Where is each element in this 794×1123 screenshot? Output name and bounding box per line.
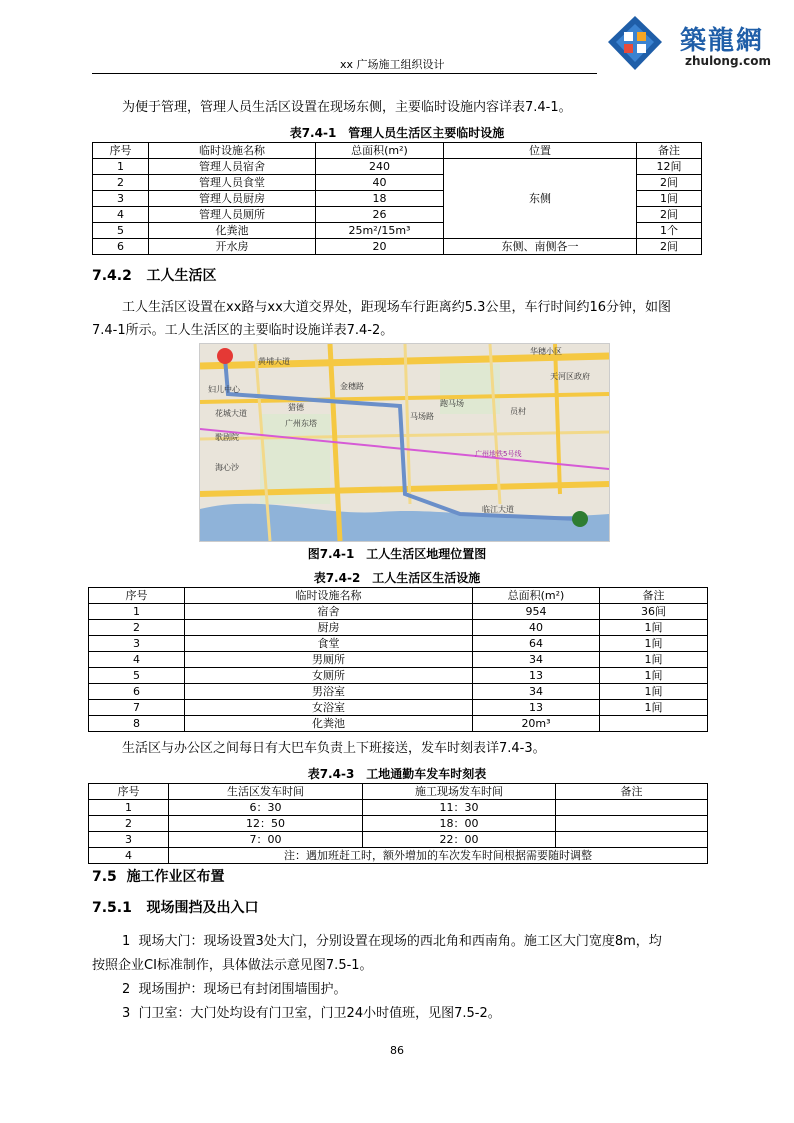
cell: 6：30 — [169, 800, 363, 816]
table2-header: 总面积(m²) — [473, 588, 600, 604]
cell: 4 — [93, 207, 149, 223]
item-number: 3 — [122, 1006, 131, 1021]
cell: 34 — [473, 684, 600, 700]
cell: 36间 — [600, 604, 708, 620]
cell: 开水房 — [149, 239, 316, 255]
table2-header: 临时设施名称 — [185, 588, 473, 604]
table-row — [89, 716, 708, 732]
section-title: 工人生活区 — [146, 268, 217, 284]
figure-caption: 图7.4-1 工人生活区地理位置图 — [307, 547, 487, 561]
item-number: 2 — [122, 982, 131, 997]
map-label: 黄埔大道 — [258, 357, 290, 366]
map-label: 猎德 — [288, 403, 304, 412]
section-number: 7.5 — [92, 869, 117, 885]
map-label: 妇儿中心 — [208, 385, 240, 394]
cell-position-merged: 东侧 — [444, 159, 637, 239]
section-heading-7-4-2 — [92, 265, 217, 285]
cell: 男浴室 — [185, 684, 473, 700]
table3-header: 备注 — [556, 784, 708, 800]
cell: 1间 — [600, 652, 708, 668]
section-title: 现场围挡及出入口 — [146, 900, 259, 916]
cell: 12：50 — [169, 816, 363, 832]
cell: 1个 — [637, 223, 702, 239]
cell: 40 — [316, 175, 444, 191]
cell: 1间 — [600, 684, 708, 700]
cell: 1 — [93, 159, 149, 175]
table-row — [89, 816, 708, 832]
cell: 管理人员宿舍 — [149, 159, 316, 175]
map-label: 歌剧院 — [215, 433, 239, 442]
table3-header: 施工现场发车时间 — [363, 784, 556, 800]
table-management-facilities — [92, 142, 702, 255]
cell: 13 — [473, 668, 600, 684]
table3-caption: 表7.4-3 工地通勤车发车时刻表 — [307, 767, 487, 781]
table2-caption: 表7.4-2 工人生活区生活设施 — [313, 571, 481, 585]
list-item — [122, 1003, 501, 1025]
intro-paragraph: 为便于管理，管理人员生活区设置在现场东侧，主要临时设施内容详表7.4-1。 — [122, 100, 572, 115]
section-number: 7.5.1 — [92, 900, 132, 916]
cell: 5 — [93, 223, 149, 239]
cell: 18：00 — [363, 816, 556, 832]
table-row — [89, 636, 708, 652]
cell: 食堂 — [185, 636, 473, 652]
page-header-title: xx 广场施工组织设计 — [340, 58, 445, 71]
cell: 2间 — [637, 207, 702, 223]
cell: 22：00 — [363, 832, 556, 848]
cell: 3 — [89, 636, 185, 652]
cell: 4 — [89, 848, 169, 864]
table2-header: 序号 — [89, 588, 185, 604]
section-number: 7.4.2 — [92, 268, 132, 284]
table3-header: 生活区发车时间 — [169, 784, 363, 800]
cell: 厨房 — [185, 620, 473, 636]
cell: 2 — [89, 816, 169, 832]
cell: 男厕所 — [185, 652, 473, 668]
cell: 8 — [89, 716, 185, 732]
table-bus-schedule — [88, 783, 708, 864]
table2-header: 备注 — [600, 588, 708, 604]
cell: 东侧、南侧各一 — [444, 239, 637, 255]
table1-header: 序号 — [93, 143, 149, 159]
cell-note: 注：遇加班赶工时，额外增加的车次发车时间根据需要随时调整 — [169, 848, 708, 864]
table-row — [89, 800, 708, 816]
cell: 13 — [473, 700, 600, 716]
item-text: 现场围护：现场已有封闭围墙围护。 — [138, 982, 347, 997]
list-item — [92, 955, 373, 977]
cell: 1 — [89, 604, 185, 620]
table-row — [89, 652, 708, 668]
cell: 2 — [89, 620, 185, 636]
table1-header: 备注 — [637, 143, 702, 159]
map-label: 临江大道 — [482, 505, 514, 514]
item-text: 按照企业CI标准制作，具体做法示意见图7.5-1。 — [92, 958, 373, 973]
cell: 240 — [316, 159, 444, 175]
map-label: 花城大道 — [215, 409, 247, 418]
map-label: 广州地铁5号线 — [475, 450, 522, 458]
cell: 20 — [316, 239, 444, 255]
cell: 宿舍 — [185, 604, 473, 620]
item-text: 门卫室：大门处均设有门卫室，门卫24小时值班，见图7.5-2。 — [138, 1006, 501, 1021]
table1-header: 总面积(m²) — [316, 143, 444, 159]
cell: 1间 — [600, 668, 708, 684]
cell: 管理人员厨房 — [149, 191, 316, 207]
paragraph-line: 工人生活区设置在xx路与xx大道交界处，距现场车行距离约5.3公里，车行时间约16分钟，如图 — [122, 300, 671, 315]
page-number: 86 — [390, 1044, 404, 1057]
table-row — [93, 159, 702, 175]
cell: 2 — [93, 175, 149, 191]
map-label: 海心沙 — [215, 463, 239, 472]
cell: 化粪池 — [185, 716, 473, 732]
cell: 管理人员厕所 — [149, 207, 316, 223]
item-number: 1 — [122, 934, 131, 949]
paragraph-line: 7.4-1所示。工人生活区的主要临时设施详表7.4-2。 — [92, 323, 394, 338]
map-label: 广州东塔 — [285, 419, 317, 428]
cell: 1间 — [600, 620, 708, 636]
cell: 1间 — [600, 636, 708, 652]
cell: 954 — [473, 604, 600, 620]
cell: 2间 — [637, 175, 702, 191]
cell: 12间 — [637, 159, 702, 175]
cell: 34 — [473, 652, 600, 668]
cell — [556, 832, 708, 848]
table1-header: 位置 — [444, 143, 637, 159]
table-row — [89, 604, 708, 620]
cell: 3 — [89, 832, 169, 848]
cell: 40 — [473, 620, 600, 636]
cell: 女厕所 — [185, 668, 473, 684]
cell — [556, 800, 708, 816]
cell: 1间 — [600, 700, 708, 716]
cell: 20m³ — [473, 716, 600, 732]
cell: 1间 — [637, 191, 702, 207]
cell: 7：00 — [169, 832, 363, 848]
table-row — [89, 684, 708, 700]
cell: 25m²/15m³ — [316, 223, 444, 239]
cell: 1 — [89, 800, 169, 816]
cell: 3 — [93, 191, 149, 207]
section-heading-7-5-1 — [92, 897, 259, 917]
map-label: 跑马场 — [440, 399, 464, 408]
map-label: 金穗路 — [340, 382, 364, 391]
cell: 26 — [316, 207, 444, 223]
table3-header: 序号 — [89, 784, 169, 800]
map-label: 天河区政府 — [550, 372, 590, 381]
table-row — [89, 620, 708, 636]
table-row — [93, 239, 702, 255]
map-label: 马场路 — [410, 412, 434, 421]
map-label: 员村 — [510, 407, 526, 416]
cell: 64 — [473, 636, 600, 652]
section-heading-7-5 — [92, 866, 225, 886]
item-text: 现场大门：现场设置3处大门，分别设置在现场的西北角和西南角。施工区大门宽度8m，均 — [138, 934, 662, 949]
location-map — [199, 343, 610, 542]
header-rule — [92, 73, 597, 74]
cell — [600, 716, 708, 732]
cell: 5 — [89, 668, 185, 684]
map-label: 华穗小区 — [530, 347, 562, 356]
cell: 管理人员食堂 — [149, 175, 316, 191]
table-row — [89, 700, 708, 716]
cell: 女浴室 — [185, 700, 473, 716]
cell: 6 — [89, 684, 185, 700]
cell: 6 — [93, 239, 149, 255]
paragraph-bus: 生活区与办公区之间每日有大巴车负责上下班接送，发车时刻表详7.4-3。 — [122, 741, 546, 756]
cell — [556, 816, 708, 832]
cell: 7 — [89, 700, 185, 716]
cell: 2间 — [637, 239, 702, 255]
zhulong-logo-icon — [600, 14, 670, 74]
cell: 化粪池 — [149, 223, 316, 239]
cell: 11：30 — [363, 800, 556, 816]
table-worker-facilities — [88, 587, 708, 732]
list-item — [122, 931, 662, 953]
cell: 4 — [89, 652, 185, 668]
section-title: 施工作业区布置 — [126, 869, 225, 885]
table-row — [89, 832, 708, 848]
cell: 18 — [316, 191, 444, 207]
logo-url: zhulong.com — [685, 54, 771, 68]
table-row — [89, 848, 708, 864]
list-item — [122, 979, 347, 1001]
table1-header: 临时设施名称 — [149, 143, 316, 159]
table1-caption: 表7.4-1 管理人员生活区主要临时设施 — [289, 126, 505, 140]
table-row — [89, 668, 708, 684]
logo-name: 築龍網 — [680, 26, 765, 56]
